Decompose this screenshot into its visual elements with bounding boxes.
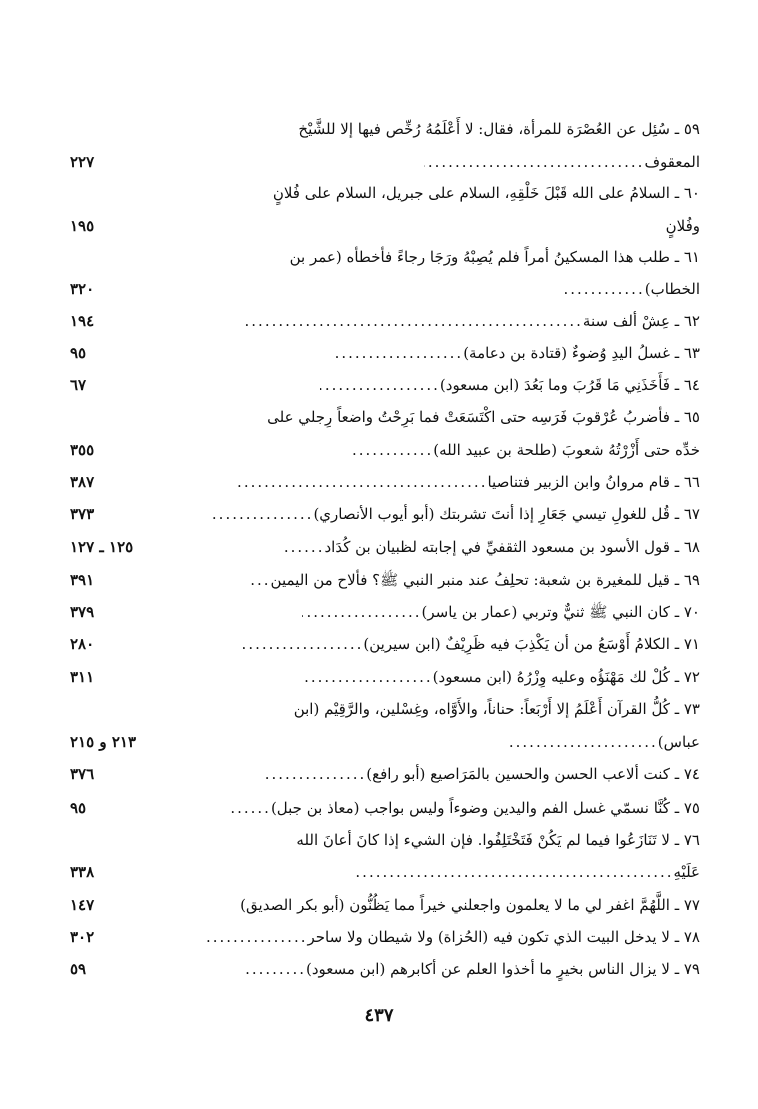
dot-leader <box>213 497 313 531</box>
entry-page-ref: ٣٥٥ <box>70 441 95 459</box>
entry-text: ٧٩ ـ لا يزال الناس بخيرٍ ما أخذوا العلم عن أكابرهم (ابن مسعود) <box>305 960 700 978</box>
entry-page-ref: ١٤٧ <box>70 896 95 914</box>
dot-leader <box>251 563 271 597</box>
entry-text: ٧٥ ـ كُنَّا نسمّي غسل الفم واليدين وضوءاً وليس بواجب (معاذ بن جبل) <box>270 799 700 817</box>
entry-text: ٦٨ ـ قول الأسود بن مسعود الثقفيِّ في إجابته لظبيان بن كُدَاد <box>324 538 700 556</box>
index-entry <box>78 888 700 922</box>
index-entry <box>78 692 700 726</box>
dot-leader <box>354 855 674 889</box>
entry-page-ref: ٣٠٢ <box>70 928 95 946</box>
dot-leader <box>320 368 440 402</box>
entry-page-ref: ٣٧٣ <box>70 505 95 523</box>
entry-text: ٧٨ ـ لا يدخل البيت الذي تكون فيه (الحُزاة) ولا شيطان ولا ساحر <box>307 928 700 946</box>
dot-leader <box>243 304 583 338</box>
index-entry <box>78 240 700 274</box>
index-entry <box>78 855 700 889</box>
index-entry <box>78 400 700 434</box>
entry-text: ٧١ ـ الكلامُ أَوْسَعُ من أن يَكْذِبَ فيه ظَرِيْفٌ (ابن سيرين) <box>363 635 700 653</box>
entry-text: ٦٩ ـ قيل للمغيرة بن شعبة: تحلِفُ عند منبر النبي ﷺ؟ فألاح من اليمين <box>270 571 700 589</box>
dot-leader <box>207 920 307 954</box>
entry-page-ref: ١٩٤ <box>70 312 95 330</box>
entry-text: ٧٠ ـ كان النبي ﷺ ثنيٌّ وتربي (عمار بن ياسر) <box>421 603 700 621</box>
entry-text: ٦٣ ـ غسلُ اليدِ وُضوءٌ (قتادة بن دعامة) <box>463 344 700 362</box>
index-entry <box>78 920 700 954</box>
entry-page-ref: ٣١١ <box>70 668 95 686</box>
dot-leader <box>284 530 324 564</box>
dot-leader <box>231 791 271 825</box>
entry-text: ٦٥ ـ فأضربُ عُرْقوبَ فَرَسِه حتى اكْتَسَعَتْ فما بَرِحْتُ واضعاً رِجلي على <box>267 408 700 426</box>
index-entry <box>78 465 700 499</box>
index-entry <box>78 176 700 210</box>
entry-text: ٦٠ ـ السلامُ على الله قَبْلَ خَلْقِهِ، السلام على جبريل، السلام على فُلانٍ <box>272 184 700 202</box>
dot-leader <box>266 757 366 791</box>
dot-leader <box>508 725 658 759</box>
index-entry <box>78 112 700 146</box>
entry-page-ref: ٣٩١ <box>70 571 95 589</box>
index-entry <box>78 336 700 370</box>
index-entry <box>78 791 700 825</box>
entry-page-ref: ٦٧ <box>70 376 87 394</box>
index-entry <box>78 530 700 564</box>
entry-text: ٥٩ ـ سُئِل عن العُصْرَة للمرأة، فقال: لا أَعْلَمُهُ رُخِّص فيها إلا للشَّيْخ <box>298 120 700 138</box>
entry-text: ٧٧ ـ اللَّهُمَّ اغفر لي ما لا يعلمون واجعلني خيراً مما يَظُنُّون (أبو بكر الصديق) <box>240 896 700 914</box>
dot-leader <box>353 433 433 467</box>
index-entry <box>78 304 700 338</box>
entry-page-ref: ٣٧٦ <box>70 765 95 783</box>
dot-leader <box>424 145 644 179</box>
dot-leader <box>237 465 487 499</box>
index-entry <box>78 563 700 597</box>
entry-text: ٧٦ ـ لا تَنَازَعُوا فيما لم يَكُنْ فَتَخْتَلِفُوا. فإن الشيء إذا كانَ أعانَ الله <box>296 831 700 849</box>
entry-page-ref: ٣٣٨ <box>70 863 95 881</box>
entry-page-ref: ٣٢٠ <box>70 280 95 298</box>
index-entry <box>78 823 700 857</box>
index-entry <box>78 660 700 694</box>
page-number: ٤٣٧ <box>364 1005 394 1026</box>
entry-page-ref: ٢٢٧ <box>70 153 95 171</box>
dot-leader <box>565 272 645 306</box>
entry-text: ٧٣ ـ كُلُّ القرآن أَعْلَمُ إلا أَرْبَعاً: حناناً، والأَوَّاه، وغِسْلين، والرَّقِيْم (ابن <box>293 700 700 718</box>
index-entry <box>78 627 700 661</box>
entry-text: ٦٧ ـ قُل للغولِ تيسي جَعَارِ إذا أنتَ تشربتك (أبو أيوب الأنصاري) <box>313 505 700 523</box>
dot-leader <box>303 660 433 694</box>
entry-text: عباس) <box>657 733 700 751</box>
entry-text: الخطاب) <box>644 280 700 298</box>
index-entry <box>78 725 700 759</box>
entry-page-ref: ٢٨٠ <box>70 635 95 653</box>
index-entry <box>78 272 700 306</box>
entry-page-ref: ١٩٥ <box>70 217 95 235</box>
entry-page-ref: ٣٧٩ <box>70 603 95 621</box>
entry-page-ref: ١٢٥ ـ ١٢٧ <box>70 538 134 556</box>
entry-text: عَلَيْهِ <box>673 863 700 881</box>
entry-text: وفُلانٍ <box>665 217 700 235</box>
index-entry <box>78 952 700 986</box>
entry-text: ٦١ ـ طلب هذا المسكينُ أمراً فلم يُصِبْهُ ورَجَا رجاءً فأخطأه (عمر بن <box>289 248 700 266</box>
entry-page-ref: ٥٩ <box>70 960 87 978</box>
entry-page-ref: ٩٥ <box>70 799 87 817</box>
entry-text: ٦٦ ـ قام مروانُ وابن الزبير فتناصيا <box>487 473 700 491</box>
index-entry <box>78 145 700 179</box>
index-entry <box>78 209 700 243</box>
index-entry <box>78 368 700 402</box>
entry-text: المعقوف <box>644 153 700 171</box>
dot-leader <box>333 336 463 370</box>
entry-text: خدِّه حتى أَزْرْتُهُ شعوبَ (طلحة بن عبيد الله) <box>433 441 700 459</box>
entry-text: ٦٢ ـ عِشْ ألف سنة <box>582 312 700 330</box>
dot-leader <box>243 627 363 661</box>
dot-leader <box>302 595 422 629</box>
entry-text: ٧٤ ـ كنت ألاعب الحسن والحسين بالمَرَاصيع (أبو رافع) <box>366 765 700 783</box>
entry-page-ref: ٣٨٧ <box>70 473 95 491</box>
entry-page-ref: ٢١٣ و ٢١٥ <box>70 733 137 751</box>
index-entry <box>78 757 700 791</box>
entry-text: ٦٤ ـ فَأَخَذَنِي مَا قَرُبَ وما بَعُدَ (ابن مسعود) <box>439 376 700 394</box>
index-entry <box>78 433 700 467</box>
entry-text: ٧٢ ـ كُلْ لك مَهْنَؤُه وعليه وِزْرُهُ (ابن مسعود) <box>432 668 700 686</box>
entry-page-ref: ٩٥ <box>70 344 87 362</box>
dot-leader <box>246 952 306 986</box>
index-entry <box>78 595 700 629</box>
index-entry <box>78 497 700 531</box>
